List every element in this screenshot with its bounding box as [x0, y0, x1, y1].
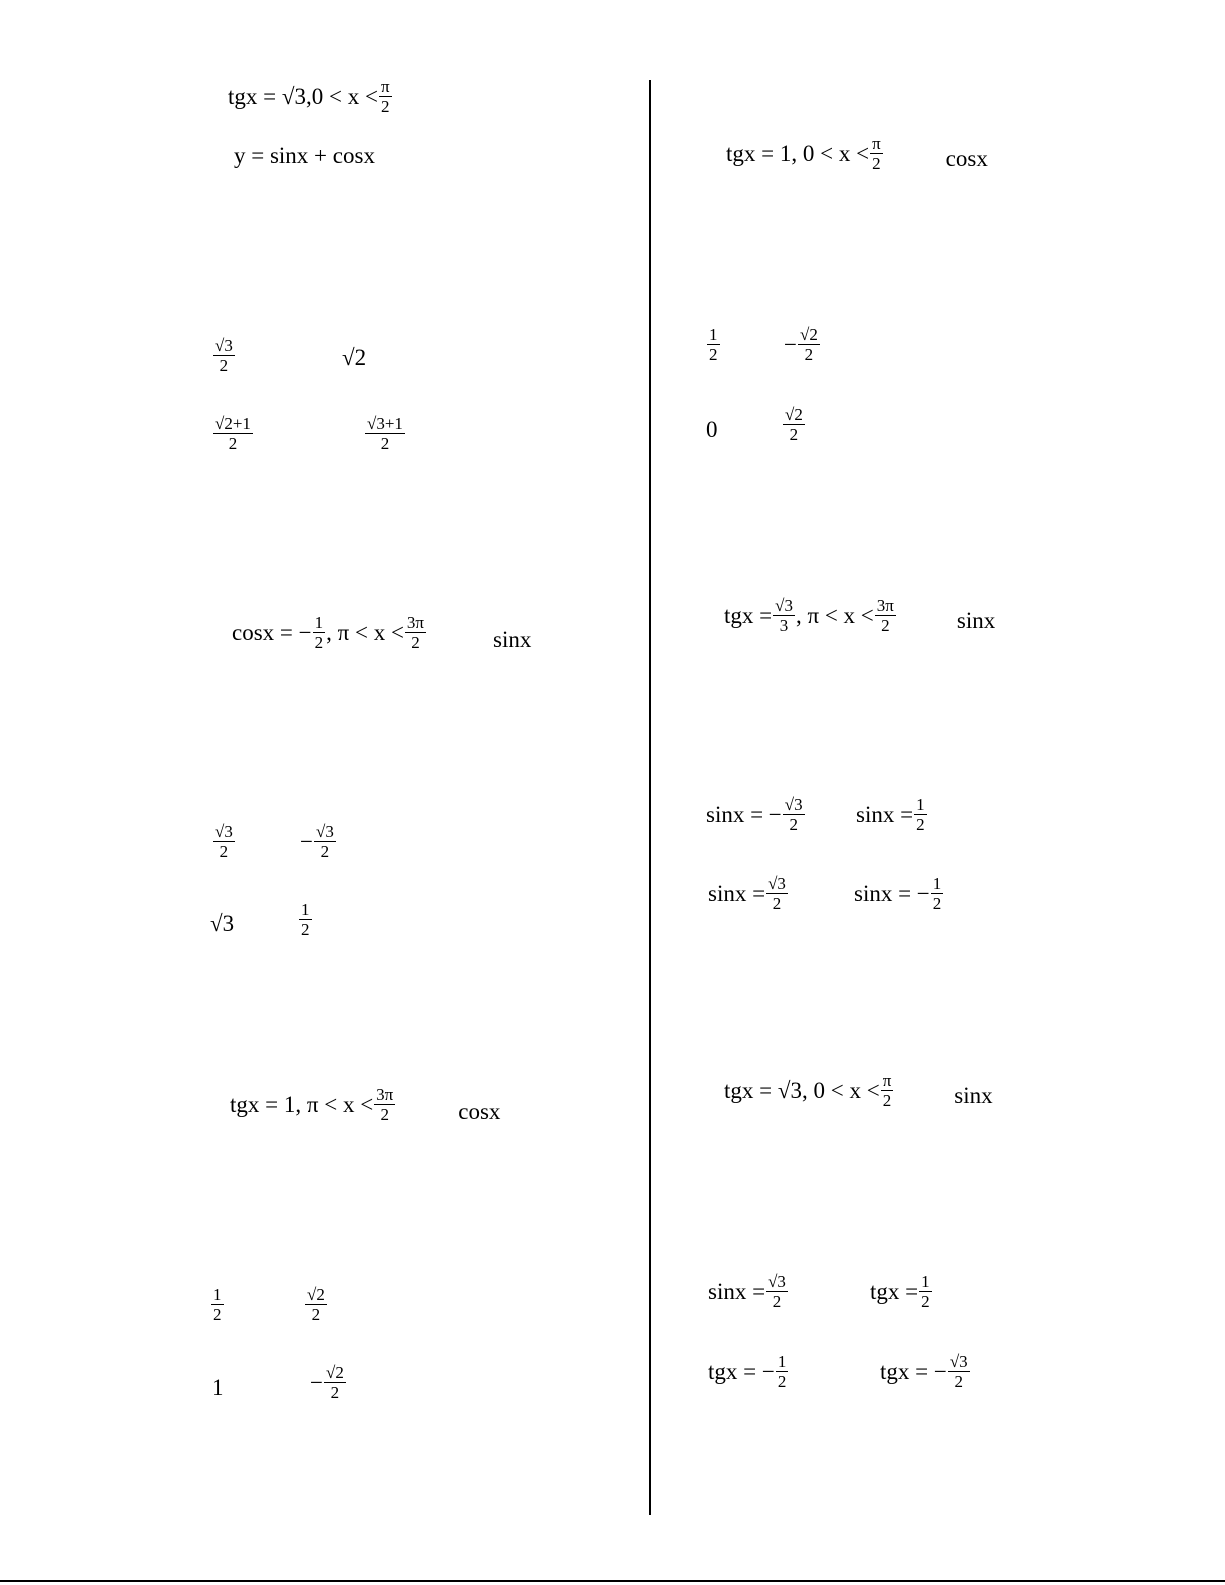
left-q2-option-c: √3 [210, 911, 235, 936]
right-q3-option-d: tgx = − $\frac{√3}{2}$ [880, 1352, 968, 1391]
left-q3-condition: tgx = 1, π < x < $\frac{3\pi}{2}$ cosx [230, 1085, 501, 1124]
fraction: $\frac{3\pi}{2}$ [376, 1085, 394, 1124]
right-q1-option-d [782, 406, 806, 443]
fraction: $\frac{√3}{2}$ [215, 822, 233, 861]
right-q3-option-a: sinx = $\frac{√3}{2}$ [708, 1272, 786, 1311]
fraction: $\frac{√3}{3}$ [775, 596, 793, 635]
bottom-rule [0, 1580, 1225, 1582]
fraction: $\frac{√3}{2}$ [768, 874, 786, 913]
fraction: $\frac{1}{2}$ [916, 795, 925, 834]
right-q1-option-b: − $\frac{√2}{2}$ [784, 325, 818, 364]
fraction: $\frac{√3}{2}$ [784, 795, 803, 834]
right-q2-option-b: sinx = $\frac{1}{2}$ [856, 795, 925, 834]
right-q2-condition: tgx = $\frac{√3}{3}$ , π < x < $\frac{3\pi}{2}$ sinx [724, 596, 996, 635]
right-q3-condition: tgx = √3, 0 < x < $\frac{\pi}{2}$ sinx [724, 1071, 993, 1110]
left-q1-option-c [212, 415, 254, 452]
fraction: $\frac{1}{2}$ [213, 1285, 222, 1324]
right-q1-condition: tgx = 1, 0 < x < $\frac{\pi}{2}$ cosx [726, 134, 988, 173]
right-q2-option-a: sinx = − $\frac{√3}{2}$ [706, 795, 803, 834]
left-q2-option-b: − $\frac{√3}{2}$ [300, 822, 334, 861]
fraction: $\frac{3\pi}{2}$ [406, 613, 425, 652]
left-q1-function: y = sinx + cosx [234, 143, 375, 168]
fraction: $\frac{√2}{2}$ [307, 1285, 325, 1324]
fraction: $\frac{√3}{2}$ [949, 1352, 968, 1391]
left-q2-option-d [298, 901, 313, 938]
fraction: $\frac{\pi}{2}$ [882, 1071, 892, 1110]
fraction: $\frac{1}{2}$ [301, 900, 310, 939]
fraction: $\frac{1}{2}$ [921, 1272, 930, 1311]
column-divider [649, 80, 651, 1515]
right-q1-option-c: 0 [706, 417, 718, 442]
fraction: $\frac{√3+1}{2}$ [367, 414, 403, 453]
fraction: $\frac{√2}{2}$ [785, 405, 803, 444]
left-q1-option-a [212, 337, 236, 374]
fraction: $\frac{\pi}{2}$ [380, 77, 390, 116]
fraction: $\frac{1}{2}$ [777, 1352, 787, 1391]
right-q2-option-c: sinx = $\frac{√3}{2}$ [708, 874, 786, 913]
right-q3-option-c: tgx = − $\frac{1}{2}$ [708, 1352, 787, 1391]
fraction: $\frac{√2}{2}$ [799, 325, 818, 364]
fraction: $\frac{3\pi}{2}$ [876, 596, 894, 635]
fraction: $\frac{1}{2}$ [709, 325, 718, 364]
left-q1-option-b: √2 [342, 345, 367, 370]
left-q1-option-d [364, 415, 406, 452]
fraction: $\frac{√3}{2}$ [215, 336, 233, 375]
left-q2-option-a [212, 823, 236, 860]
left-q3-option-d: − $\frac{√2}{2}$ [310, 1363, 344, 1402]
fraction: $\frac{√2}{2}$ [325, 1363, 344, 1402]
fraction: $\frac{1}{2}$ [932, 874, 942, 913]
left-q1-condition: tgx = √3,0 < x < $\frac{\pi}{2}$ [228, 77, 390, 116]
right-q2-option-d: sinx = − $\frac{1}{2}$ [854, 874, 942, 913]
fraction: $\frac{√3}{2}$ [768, 1272, 786, 1311]
fraction: $\frac{√3}{2}$ [315, 822, 334, 861]
fraction: $\frac{1}{2}$ [314, 613, 324, 652]
fraction: $\frac{√2+1}{2}$ [215, 414, 251, 453]
left-q3-option-c: 1 [212, 1375, 224, 1400]
left-q3-option-a [210, 1286, 225, 1323]
right-q3-option-b: tgx = $\frac{1}{2}$ [870, 1272, 930, 1311]
left-q3-option-b [304, 1286, 328, 1323]
left-q2-condition: cosx = − $\frac{1}{2}$ , π < x < $\frac{3\pi}{2}$ sinx [232, 613, 532, 652]
fraction: $\frac{\pi}{2}$ [872, 134, 881, 173]
right-q1-option-a [706, 326, 721, 363]
